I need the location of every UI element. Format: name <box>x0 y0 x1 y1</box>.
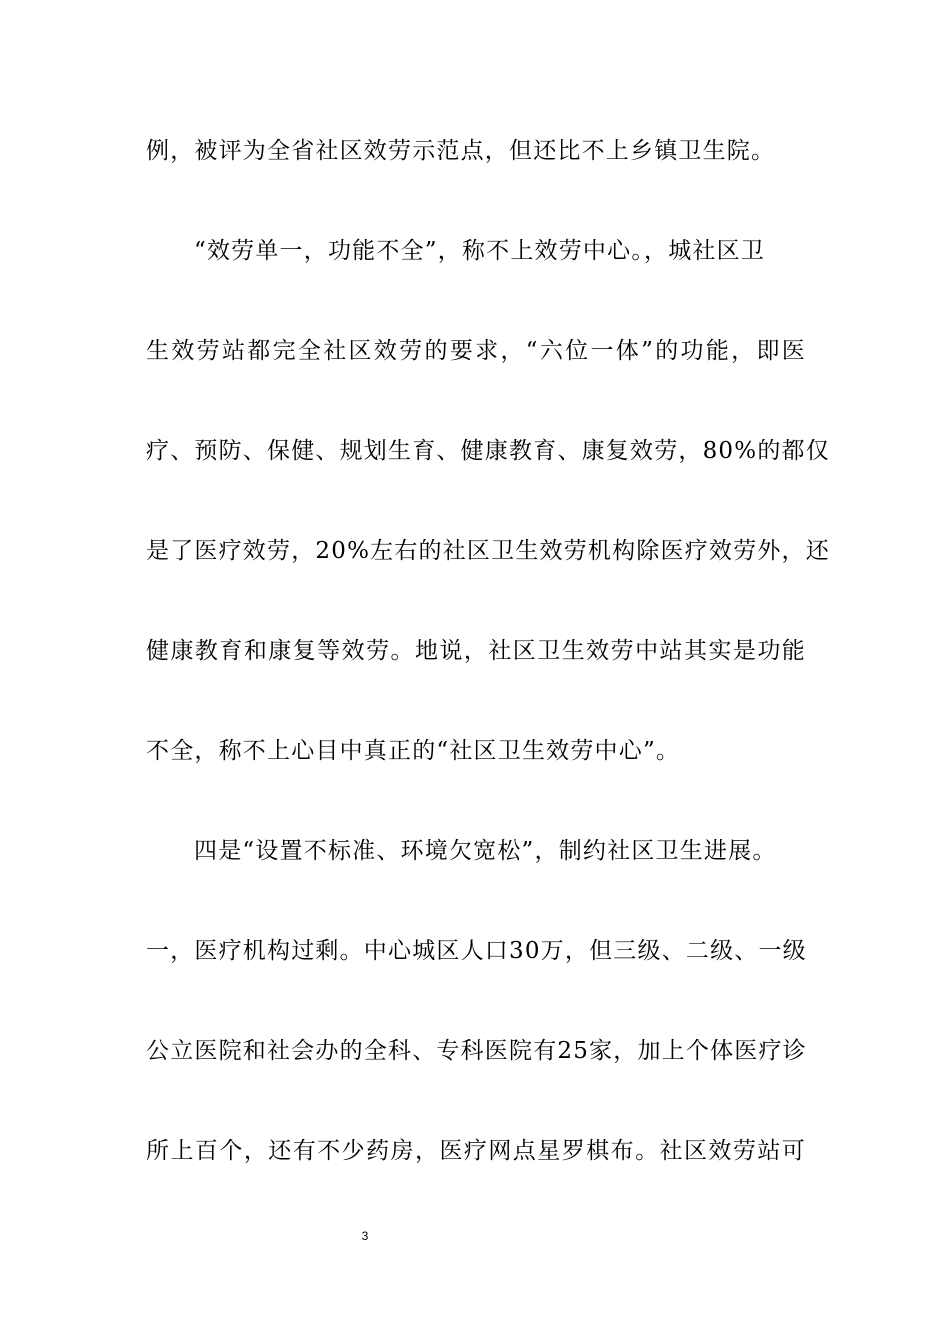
page-number: 3 <box>361 1229 369 1243</box>
text-line-5: 是了医疗效劳，20%左右的社区卫生效劳机构除医疗效劳外，还 <box>146 538 830 564</box>
text-line-4: 疗、预防、保健、规划生育、健康教育、康复效劳，80%的都仅 <box>146 438 830 464</box>
text-line-10: 公立医院和社会办的全科、专科医院有25家，加上个体医疗诊 <box>146 1038 807 1064</box>
text-line-9: 一，医疗机构过剩。中心城区人口30万，但三级、二级、一级 <box>146 938 807 964</box>
text-line-3: 生效劳站都完全社区效劳的要求，“六位一体”的功能，即医 <box>146 338 806 364</box>
text-line-7: 不全，称不上心目中真正的“社区卫生效劳中心”。 <box>146 738 681 764</box>
text-line-2: “效劳单一，功能不全”，称不上效劳中心。，城社区卫 <box>194 238 766 264</box>
text-line-6: 健康教育和康复等效劳。地说，社区卫生效劳中站其实是功能 <box>146 638 806 664</box>
text-line-11: 所上百个，还有不少药房，医疗网点星罗棋布。社区效劳站可 <box>146 1138 806 1164</box>
text-line-1: 例，被评为全省社区效劳示范点，但还比不上乡镇卫生院。 <box>146 138 776 164</box>
text-line-8: 四是“设置不标准、环境欠宽松”，制约社区卫生进展。 <box>194 838 777 864</box>
